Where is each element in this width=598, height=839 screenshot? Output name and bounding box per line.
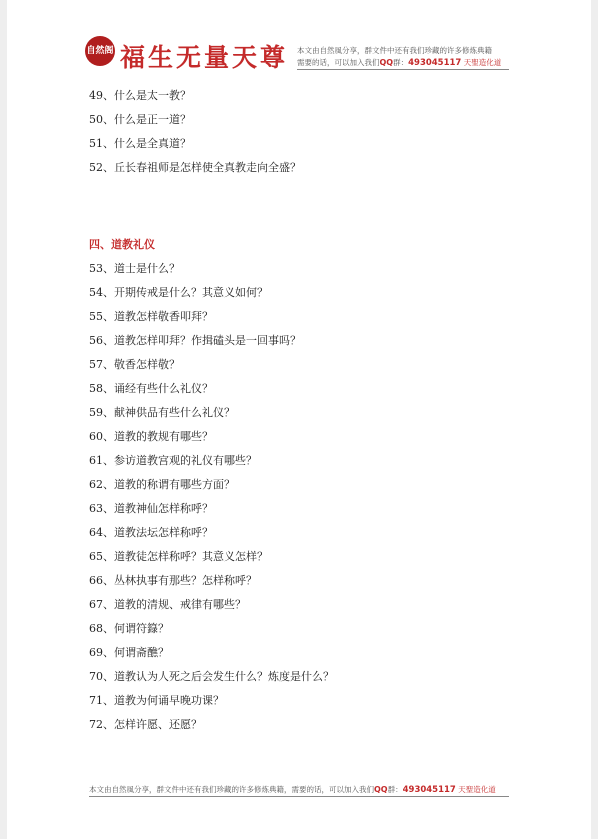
footer-rule bbox=[89, 796, 509, 797]
list-item: 67、道教的清规、戒律有哪些？ bbox=[89, 598, 246, 611]
list-item: 49、什么是太一教？ bbox=[89, 89, 191, 102]
list-item: 55、道教怎样敬香叩拜？ bbox=[89, 310, 213, 323]
brand-title: 福生无量天尊 bbox=[120, 43, 289, 72]
list-item: 65、道教徒怎样称呼？其意义怎样？ bbox=[89, 550, 268, 563]
header-prefix: 需要的话，可以加入我们 bbox=[297, 58, 380, 67]
header-rule bbox=[297, 69, 509, 70]
section-heading: 四、道教礼仪 bbox=[89, 238, 155, 251]
list-item: 57、敬香怎样敬？ bbox=[89, 358, 180, 371]
header-group-name: 天聖造化道 bbox=[463, 58, 502, 67]
footer-qq-label: QQ bbox=[374, 785, 388, 794]
list-item: 72、怎样许愿、还愿？ bbox=[89, 718, 202, 731]
list-item: 69、何谓斋醮？ bbox=[89, 646, 169, 659]
footer-note bbox=[89, 784, 496, 795]
list-item: 51、什么是全真道？ bbox=[89, 137, 191, 150]
list-item: 64、道教法坛怎样称呼？ bbox=[89, 526, 213, 539]
footer-group-name: 天聖造化道 bbox=[458, 785, 496, 794]
header-qq-number: 493045117 bbox=[408, 58, 462, 68]
list-item: 52、丘长春祖师是怎样使全真教走向全盛？ bbox=[89, 161, 301, 174]
list-item: 59、献神供品有些什么礼仪？ bbox=[89, 406, 235, 419]
list-item: 56、道教怎样叩拜？作揖磕头是一回事吗？ bbox=[89, 334, 301, 347]
header-qq-suffix: 群： bbox=[393, 58, 409, 67]
logo-seal: 自然阁 bbox=[85, 36, 115, 66]
list-item: 66、丛林执事有那些？怎样称呼？ bbox=[89, 574, 257, 587]
footer-qq-number: 493045117 bbox=[402, 785, 456, 795]
list-item: 70、道教认为人死之后会发生什么？炼度是什么？ bbox=[89, 670, 334, 683]
header-note-line2 bbox=[297, 57, 501, 68]
header-note-line1: 本文由自然風分享，群文件中还有我们珍藏的许多修炼典籍 bbox=[297, 46, 492, 55]
list-item: 54、开期传戒是什么？其意义如何？ bbox=[89, 286, 268, 299]
header-qq-label: QQ bbox=[379, 58, 394, 67]
list-item: 68、何谓符籙？ bbox=[89, 622, 169, 635]
list-item: 61、参访道教宫观的礼仪有哪些？ bbox=[89, 454, 257, 467]
footer-text: 本文由自然風分享，群文件中还有我们珍藏的许多修炼典籍，需要的话，可以加入我们 bbox=[89, 785, 374, 794]
list-item: 63、道教神仙怎样称呼？ bbox=[89, 502, 213, 515]
footer-qq-suffix: 群： bbox=[387, 785, 403, 794]
list-item: 71、道教为何诵早晚功课？ bbox=[89, 694, 224, 707]
list-item: 53、道士是什么？ bbox=[89, 262, 180, 275]
list-item: 50、什么是正一道？ bbox=[89, 113, 191, 126]
list-item: 62、道教的称谓有哪些方面？ bbox=[89, 478, 235, 491]
list-item: 60、道教的教规有哪些？ bbox=[89, 430, 213, 443]
list-item: 58、诵经有些什么礼仪？ bbox=[89, 382, 213, 395]
